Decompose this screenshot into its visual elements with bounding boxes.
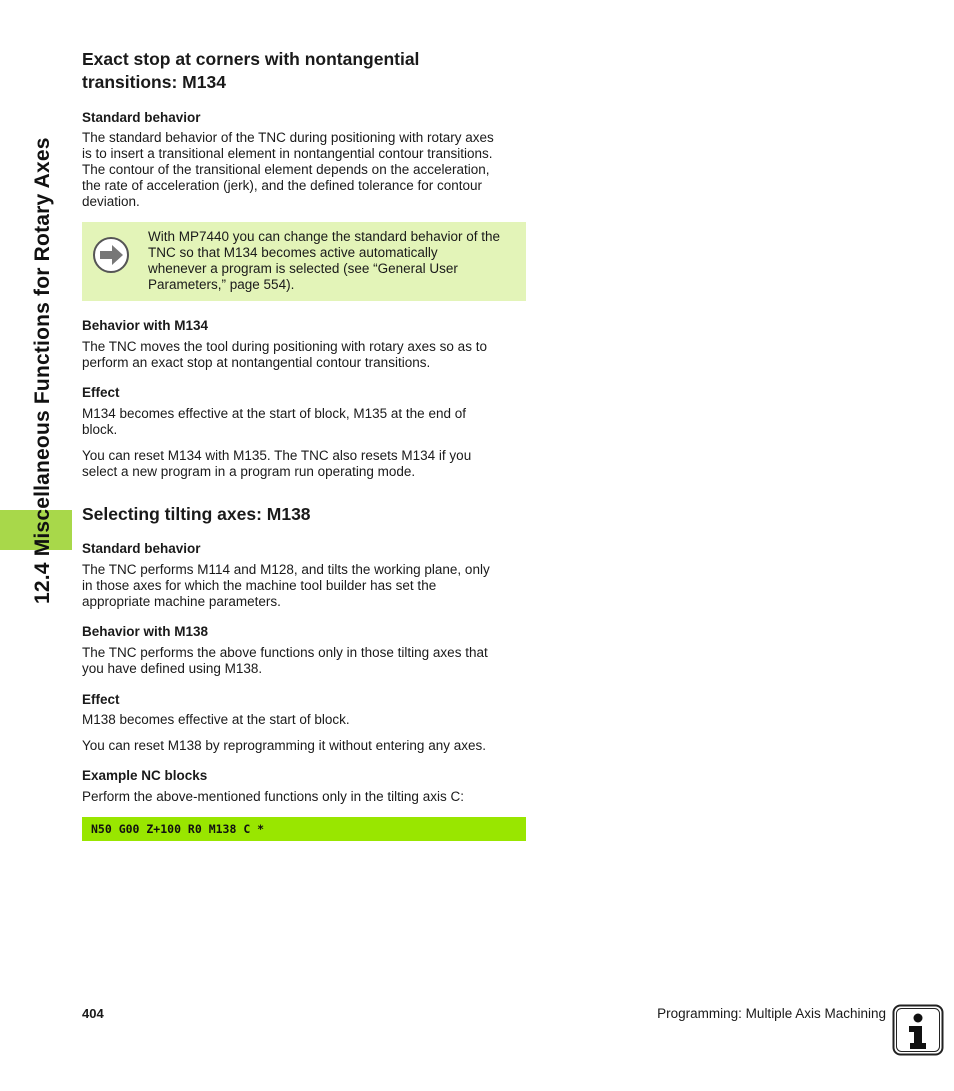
paragraph-reset-m138: You can reset M138 by reprogramming it without entering any axes. bbox=[82, 738, 486, 753]
text-line: The TNC performs the above functions only in those tilting axes that bbox=[82, 645, 488, 660]
page-number: 404 bbox=[82, 1006, 104, 1021]
text-line: you have defined using M138. bbox=[82, 661, 263, 676]
paragraph-standard-behavior-m138 bbox=[82, 562, 528, 610]
paragraph-effect-m138: M138 becomes effective at the start of block. bbox=[82, 712, 350, 727]
paragraph-behavior-m134 bbox=[82, 339, 528, 371]
section-title-m138: Selecting tilting axes: M138 bbox=[82, 504, 311, 524]
text-line: in those axes for which the machine tool builder has set the bbox=[82, 578, 437, 593]
paragraph-effect-m134 bbox=[82, 406, 528, 438]
subheading-effect-m134: Effect bbox=[82, 385, 120, 400]
subheading-behavior-m134: Behavior with M134 bbox=[82, 318, 209, 333]
subheading-effect-m138: Effect bbox=[82, 692, 120, 707]
text-line: whenever a program is selected (see “General User bbox=[148, 261, 458, 276]
text-line: The TNC moves the tool during positioning with rotary axes so as to bbox=[82, 339, 487, 354]
arrow-right-icon bbox=[92, 236, 130, 274]
paragraph-behavior-m138 bbox=[82, 645, 528, 677]
section-title-line: Exact stop at corners with nontangential bbox=[82, 49, 420, 69]
text-line: is to insert a transitional element in nontangential contour transitions. bbox=[82, 146, 493, 161]
text-line: With MP7440 you can change the standard behavior of the bbox=[148, 229, 500, 244]
subheading-standard-behavior: Standard behavior bbox=[82, 110, 201, 125]
text-line: You can reset M134 with M135. The TNC also resets M134 if you bbox=[82, 448, 472, 463]
subheading-standard-behavior-m138: Standard behavior bbox=[82, 541, 201, 556]
text-line: Parameters,” page 554). bbox=[148, 277, 295, 292]
text-line: The contour of the transitional element depends on the acceleration, bbox=[82, 162, 490, 177]
note-box bbox=[82, 222, 526, 301]
footer-title: Programming: Multiple Axis Machining bbox=[657, 1006, 886, 1021]
text-line: The TNC performs M114 and M128, and tilts the working plane, only bbox=[82, 562, 490, 577]
subheading-example-nc-blocks: Example NC blocks bbox=[82, 768, 208, 783]
text-line: block. bbox=[82, 422, 118, 437]
chapter-side-title: 12.4 Miscellaneous Functions for Rotary Axes bbox=[31, 137, 54, 604]
subheading-behavior-m138: Behavior with M138 bbox=[82, 624, 209, 639]
paragraph-example: Perform the above-mentioned functions only in the tilting axis C: bbox=[82, 789, 464, 804]
text-line: select a new program in a program run operating mode. bbox=[82, 464, 416, 479]
paragraph-reset-m134 bbox=[82, 448, 528, 480]
text-line: deviation. bbox=[82, 194, 140, 209]
text-line: appropriate machine parameters. bbox=[82, 594, 281, 609]
text-line: the rate of acceleration (jerk), and the defined tolerance for contour bbox=[82, 178, 482, 193]
section-title-m134 bbox=[82, 48, 419, 94]
text-line: M134 becomes effective at the start of block, M135 at the end of bbox=[82, 406, 466, 421]
info-icon bbox=[892, 1004, 944, 1056]
note-text bbox=[148, 229, 520, 293]
text-line: The standard behavior of the TNC during positioning with rotary axes bbox=[82, 130, 494, 145]
text-line: perform an exact stop at nontangential contour transitions. bbox=[82, 355, 431, 370]
code-line: N50 G00 Z+100 R0 M138 C * bbox=[91, 822, 265, 836]
paragraph-standard-behavior bbox=[82, 130, 528, 210]
code-block bbox=[82, 817, 526, 841]
text-line: TNC so that M134 becomes active automatically bbox=[148, 245, 438, 260]
section-title-line: transitions: M134 bbox=[82, 72, 226, 92]
